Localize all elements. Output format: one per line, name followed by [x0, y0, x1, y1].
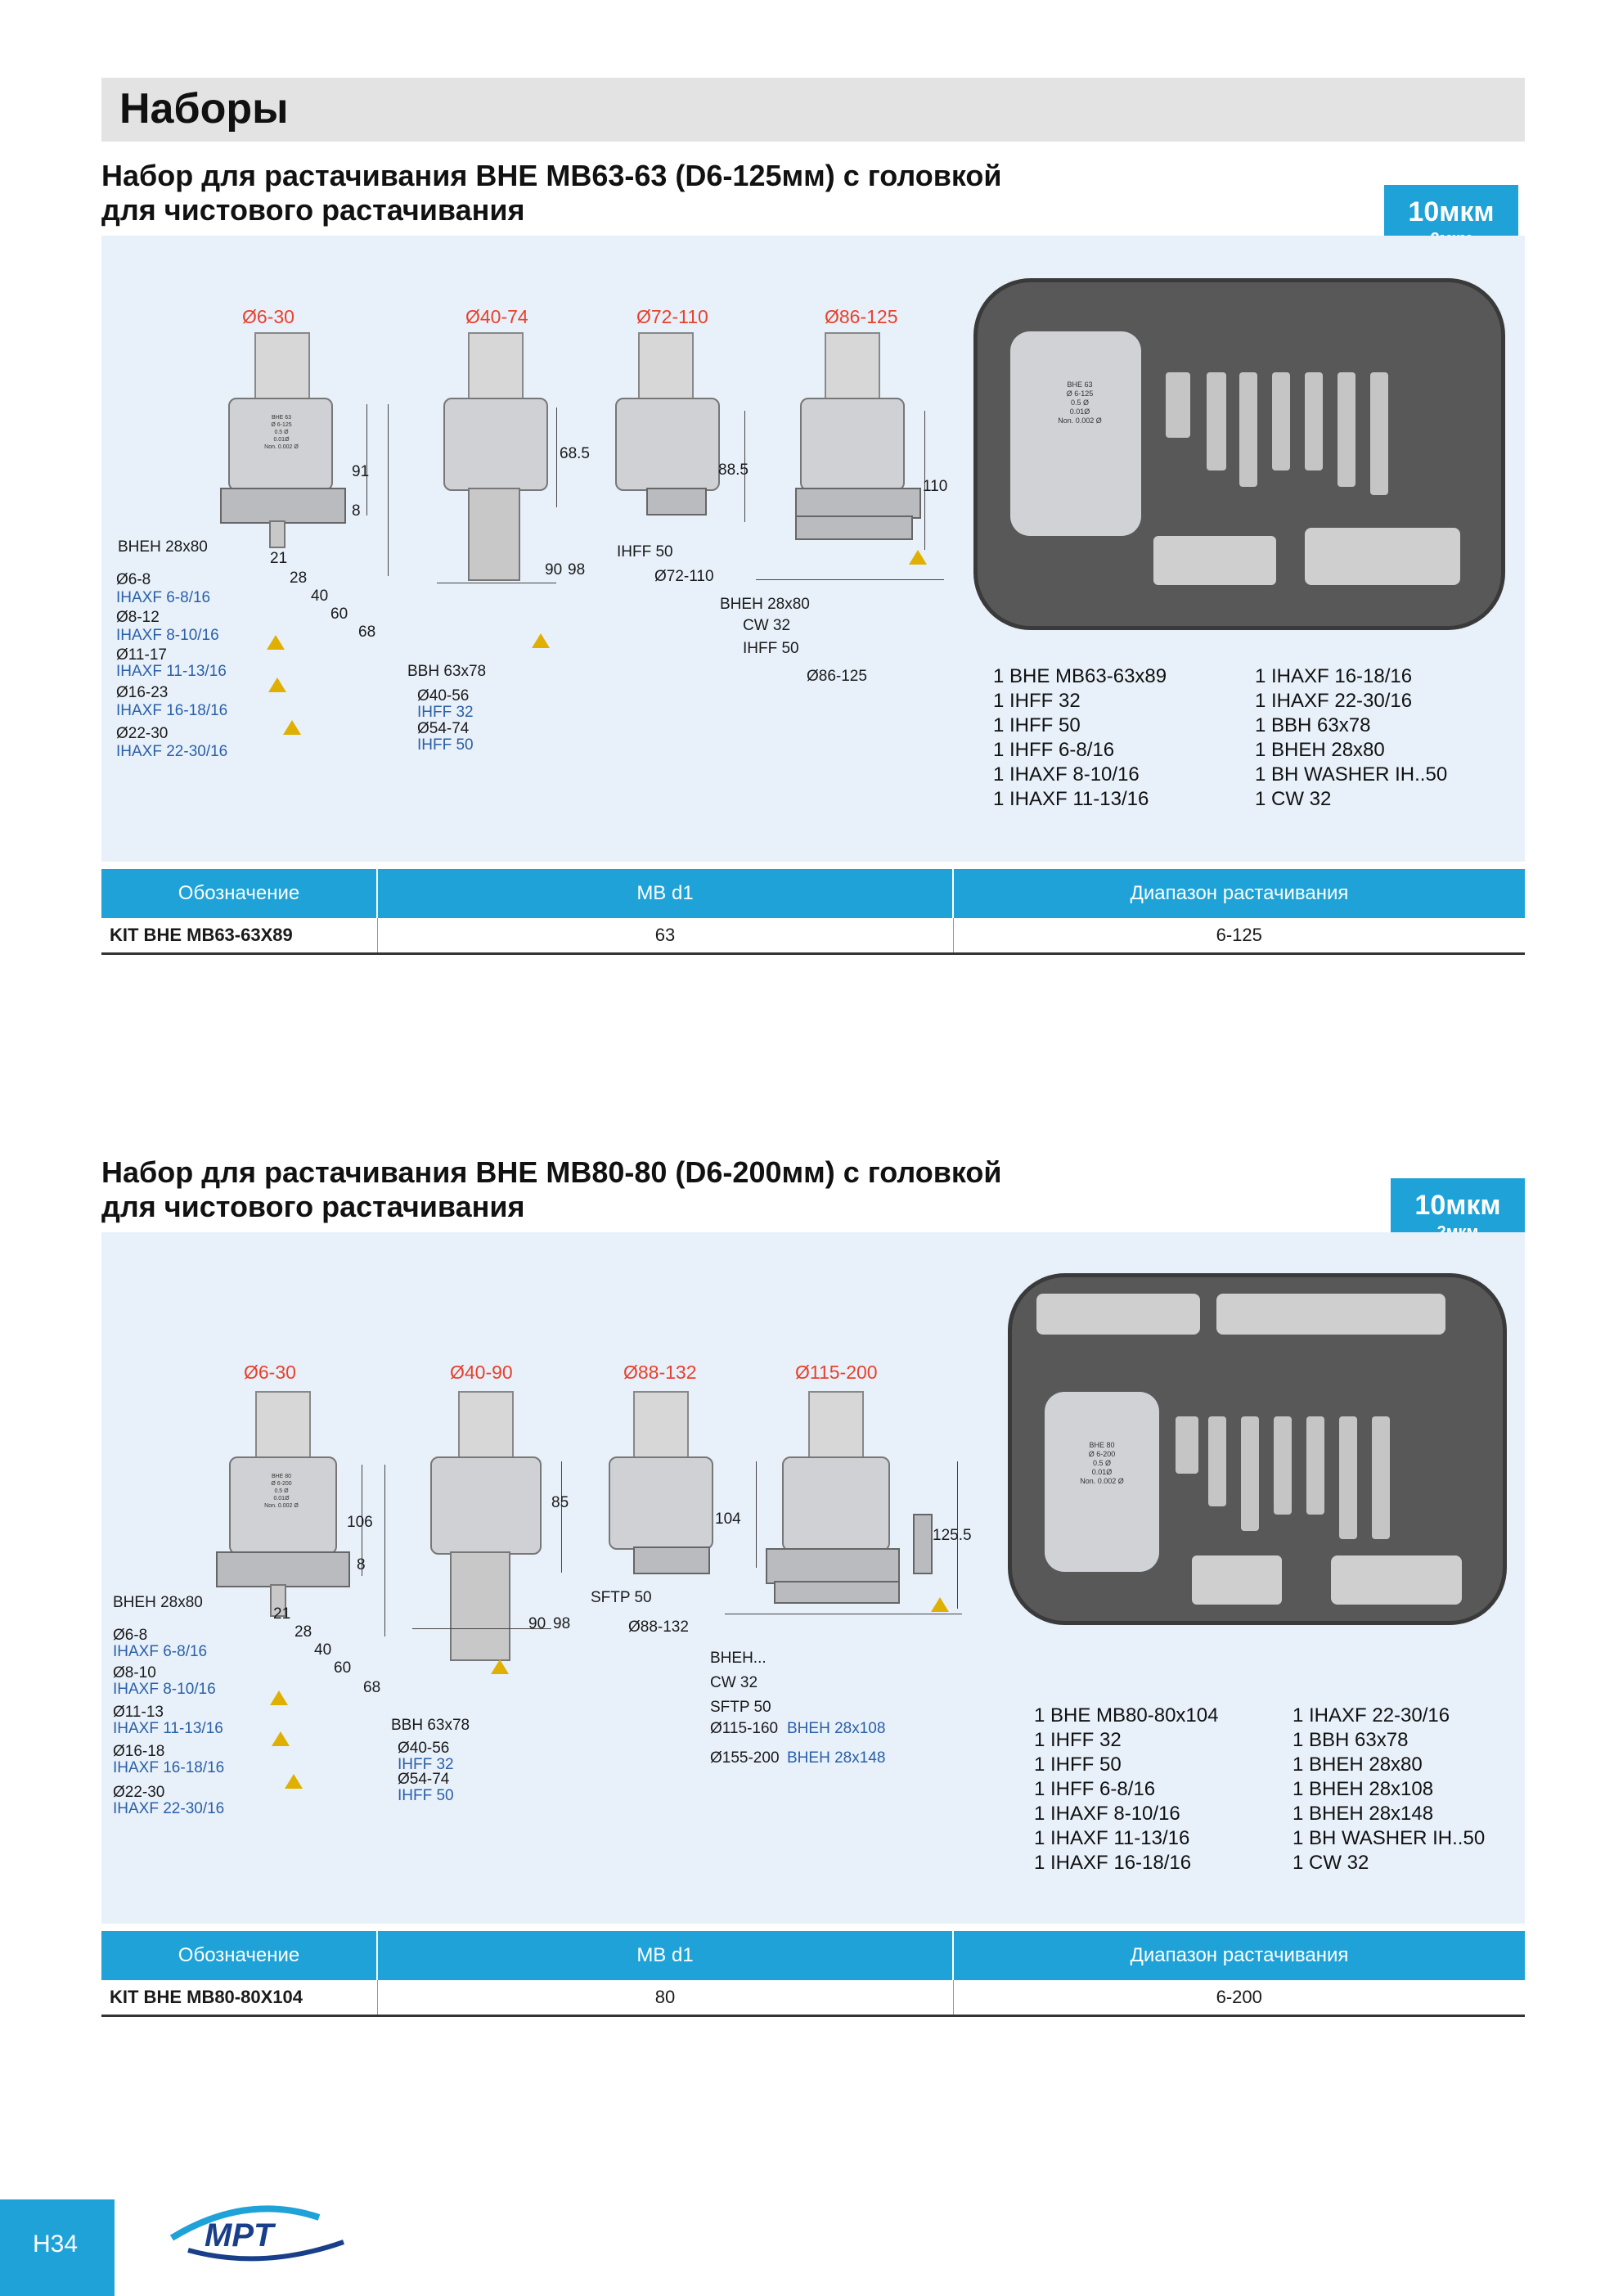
kit2-tool-case: BHE 80 Ø 6-200 0.5 Ø 0.01Ø Non. 0.002 Ø: [1008, 1273, 1507, 1625]
section-header: [101, 78, 1525, 142]
kit1-badge-main: 10мкм: [1408, 196, 1495, 227]
kit1-label-o22-30: Ø22-30: [116, 725, 169, 742]
kit1-table-cell-range: 6-125: [953, 918, 1525, 954]
kit2-diameter-4: Ø115-200: [795, 1362, 878, 1383]
kit1-contents-col2: 1 IHAXF 16-18/16 1 IHAXF 22-30/16 1 BBH 63x78 1 BHEH 28x80 1 BH WASHER IH..50 1 CW 32: [1255, 665, 1448, 810]
kit2-label-ihff32: IHFF 32: [398, 1756, 454, 1773]
kit1-dim-98: 98: [568, 561, 586, 579]
kit1-label-o86-125: Ø86-125: [807, 668, 867, 685]
kit1-label-bheh-b: BHEH 28x80: [720, 596, 810, 613]
kit2-table-header-mb: MB d1: [377, 1931, 953, 1980]
kit2-tool-1: BHE 80 Ø 6-200 0.5 Ø 0.01Ø Non. 0.002 Ø: [216, 1391, 347, 1620]
kit2-dim-125-5: 125.5: [933, 1527, 972, 1544]
kit1-label-ihff50-c: IHFF 50: [743, 640, 799, 657]
kit1-label-bheh: BHEH 28x80: [118, 538, 208, 556]
kit1-dim-68-5: 68.5: [560, 445, 590, 462]
kit2-dim-8: 8: [357, 1556, 366, 1573]
kit1-insert-4: [909, 550, 927, 565]
kit1-table: [101, 869, 1525, 955]
kit1-dim-88-5: 88.5: [718, 461, 749, 479]
kit2-title-line2: для чистового растачивания: [101, 1190, 525, 1223]
kit2-label-o22-30: Ø22-30: [113, 1784, 165, 1801]
kit1-tool-1: BHE 63 Ø 6-125 0.5 Ø 0.01Ø Non. 0.002 Ø: [220, 332, 343, 545]
kit1-dim-40: 40: [311, 588, 329, 605]
kit1-table-cell-designation: KIT BHE MB63-63X89: [101, 918, 377, 954]
kit2-contents-col1: 1 BHE MB80-80x104 1 IHFF 32 1 IHFF 50 1 IHFF 6-8/16 1 IHAXF 8-10/16 1 IHAXF 11-13/16 1 IHAXF 16-18/16: [1034, 1704, 1219, 1874]
kit1-label-o40-56: Ø40-56: [417, 687, 470, 705]
kit2-diameter-1: Ø6-30: [244, 1362, 296, 1383]
kit2-contents-col2: 1 IHAXF 22-30/16 1 BBH 63x78 1 BHEH 28x80 1 BHEH 28x108 1 BHEH 28x148 1 BH WASHER IH..50 1 CW 32: [1293, 1704, 1486, 1874]
kit1-label-ihff32: IHFF 32: [417, 704, 474, 721]
kit2-badge-main: 10мкм: [1414, 1190, 1501, 1221]
kit1-illustration-panel: [101, 236, 1525, 862]
kit1-tool-2: [443, 332, 566, 578]
kit1-label-o8-12: Ø8-12: [116, 609, 160, 626]
kit2-dim-60: 60: [334, 1659, 352, 1677]
kit1-label-o16-23: Ø16-23: [116, 684, 169, 701]
kit1-label-ihaxf-6-8: IHAXF 6-8/16: [116, 589, 211, 606]
kit1-dim-91: 91: [352, 463, 370, 480]
kit1-table-header-range: Диапазон растачивания: [953, 869, 1525, 918]
kit1-label-o54-74: Ø54-74: [417, 720, 470, 737]
kit2-dim-21: 21: [273, 1605, 291, 1623]
kit1-insert-1b: [268, 678, 286, 692]
table-row: [101, 1980, 1525, 2016]
kit2-dim-106: 106: [347, 1514, 373, 1531]
kit2-dim-68: 68: [363, 1679, 381, 1696]
kit2-dim-28: 28: [294, 1623, 312, 1641]
kit1-label-ihff50-b: IHFF 50: [617, 543, 673, 560]
kit2-dim-40: 40: [314, 1641, 332, 1659]
kit1-diameter-1: Ø6-30: [242, 306, 294, 327]
kit1-table-cell-mb: 63: [377, 918, 953, 954]
kit2-table-cell-mb: 80: [377, 1980, 953, 2016]
kit2-dim-90: 90: [528, 1615, 546, 1632]
kit1-title: [101, 159, 1002, 227]
kit1-label-bbh: BBH 63x78: [407, 663, 487, 680]
logo-text: MPT: [205, 2217, 274, 2253]
kit2-label-ihaxf-16-18: IHAXF 16-18/16: [113, 1759, 225, 1776]
kit2-label-o88-132: Ø88-132: [628, 1618, 689, 1636]
kit2-label-bbh: BBH 63x78: [391, 1717, 470, 1734]
kit2-table-header-designation: Обозначение: [101, 1931, 377, 1980]
kit1-tool-4: [795, 332, 926, 545]
kit2-label-sftp50: SFTP 50: [591, 1589, 652, 1606]
kit2-insert-4: [931, 1597, 949, 1612]
kit2-label-cw32: CW 32: [710, 1674, 758, 1691]
kit2-label-sftp50-b: SFTP 50: [710, 1699, 771, 1716]
kit2-title: [101, 1155, 1002, 1224]
kit2-label-o155-200: Ø155-200: [710, 1749, 780, 1767]
kit1-dim-28: 28: [290, 569, 308, 587]
kit1-title-line1: Набор для растачивания BHE MB63-63 (D6-125мм) с головкой: [101, 159, 1002, 192]
kit1-tool-3: [622, 332, 744, 545]
kit2-dim-98: 98: [553, 1615, 571, 1632]
kit1-diameter-3: Ø72-110: [636, 306, 708, 327]
kit1-label-ihaxf-11-13: IHAXF 11-13/16: [116, 663, 227, 680]
kit2-illustration-panel: [101, 1232, 1525, 1924]
kit2-diameter-2: Ø40-90: [450, 1362, 513, 1383]
kit2-tool-4: [766, 1391, 929, 1636]
mpt-logo: [155, 2193, 352, 2267]
kit2-dim-104: 104: [715, 1510, 741, 1528]
kit1-label-ihaxf-16-18: IHAXF 16-18/16: [116, 702, 228, 719]
kit2-diameter-3: Ø88-132: [623, 1362, 697, 1383]
kit1-label-ihff50: IHFF 50: [417, 736, 474, 754]
kit1-diameter-4: Ø86-125: [825, 306, 898, 327]
section-title: Наборы: [119, 85, 289, 133]
kit1-insert-1a: [267, 635, 285, 650]
kit2-dim-85: 85: [551, 1494, 569, 1511]
kit2-label-ihff50: IHFF 50: [398, 1787, 454, 1804]
kit2-label-o54-74: Ø54-74: [398, 1771, 450, 1788]
kit2-insert-1c: [285, 1774, 303, 1789]
kit1-dim-110: 110: [923, 478, 948, 495]
kit2-label-bheh-dots: BHEH...: [710, 1650, 767, 1667]
kit2-tool-3: [609, 1391, 740, 1620]
kit1-insert-2: [532, 633, 550, 648]
kit2-insert-1b: [272, 1731, 290, 1746]
kit1-tool-case: BHE 63 Ø 6-125 0.5 Ø 0.01Ø Non. 0.002 Ø: [973, 278, 1505, 630]
kit2-insert-1a: [270, 1690, 288, 1705]
kit2-table-cell-range: 6-200: [953, 1980, 1525, 2016]
kit1-dim-21: 21: [270, 550, 288, 567]
kit2-label-o11-13: Ø11-13: [113, 1704, 164, 1721]
kit2-label-ihaxf-8-10: IHAXF 8-10/16: [113, 1681, 216, 1698]
kit1-diameter-2: Ø40-74: [465, 306, 528, 327]
kit1-contents-col1: 1 BHE MB63-63x89 1 IHFF 32 1 IHFF 50 1 IHFF 6-8/16 1 IHAXF 8-10/16 1 IHAXF 11-13/16: [993, 665, 1167, 810]
kit2-table-cell-designation: KIT BHE MB80-80X104: [101, 1980, 377, 2016]
kit1-label-o11-17: Ø11-17: [116, 646, 167, 664]
kit1-insert-1c: [283, 720, 301, 735]
kit1-title-line2: для чистового растачивания: [101, 193, 525, 227]
kit2-label-ihaxf-6-8: IHAXF 6-8/16: [113, 1643, 208, 1660]
page-number: H34: [33, 2231, 79, 2258]
kit1-label-o72-110: Ø72-110: [654, 568, 714, 585]
kit1-label-ihaxf-8-10: IHAXF 8-10/16: [116, 627, 219, 644]
kit1-dim-8: 8: [352, 502, 361, 520]
kit1-table-header-designation: Обозначение: [101, 869, 377, 918]
kit2-insert-2: [491, 1659, 509, 1674]
kit2-label-o115-160: Ø115-160: [710, 1720, 779, 1737]
kit2-label-o6-8: Ø6-8: [113, 1627, 148, 1644]
kit2-table: [101, 1931, 1525, 2017]
kit1-label-cw32: CW 32: [743, 617, 791, 634]
table-row: [101, 918, 1525, 954]
kit2-label-ihaxf-22-30: IHAXF 22-30/16: [113, 1800, 225, 1817]
kit2-label-o40-56: Ø40-56: [398, 1740, 450, 1757]
kit1-dim-90: 90: [545, 561, 563, 579]
kit2-label-ihaxf-11-13: IHAXF 11-13/16: [113, 1720, 223, 1737]
kit1-label-o6-8: Ø6-8: [116, 571, 151, 588]
page-number-tab: [0, 2199, 115, 2296]
kit1-dim-60: 60: [330, 606, 348, 623]
kit2-label-o16-18: Ø16-18: [113, 1743, 165, 1760]
kit2-title-line1: Набор для растачивания BHE MB80-80 (D6-200мм) с головкой: [101, 1155, 1002, 1189]
kit2-label-bheh: BHEH 28x80: [113, 1594, 203, 1611]
kit2-label-bheh-28x148: BHEH 28x148: [787, 1749, 886, 1767]
kit1-table-header-mb: MB d1: [377, 869, 953, 918]
kit2-label-bheh-28x108: BHEH 28x108: [787, 1720, 886, 1737]
kit2-label-o8-10: Ø8-10: [113, 1664, 156, 1681]
kit2-table-header-range: Диапазон растачивания: [953, 1931, 1525, 1980]
kit1-dim-68: 68: [358, 624, 376, 641]
kit1-label-ihaxf-22-30: IHAXF 22-30/16: [116, 743, 228, 760]
